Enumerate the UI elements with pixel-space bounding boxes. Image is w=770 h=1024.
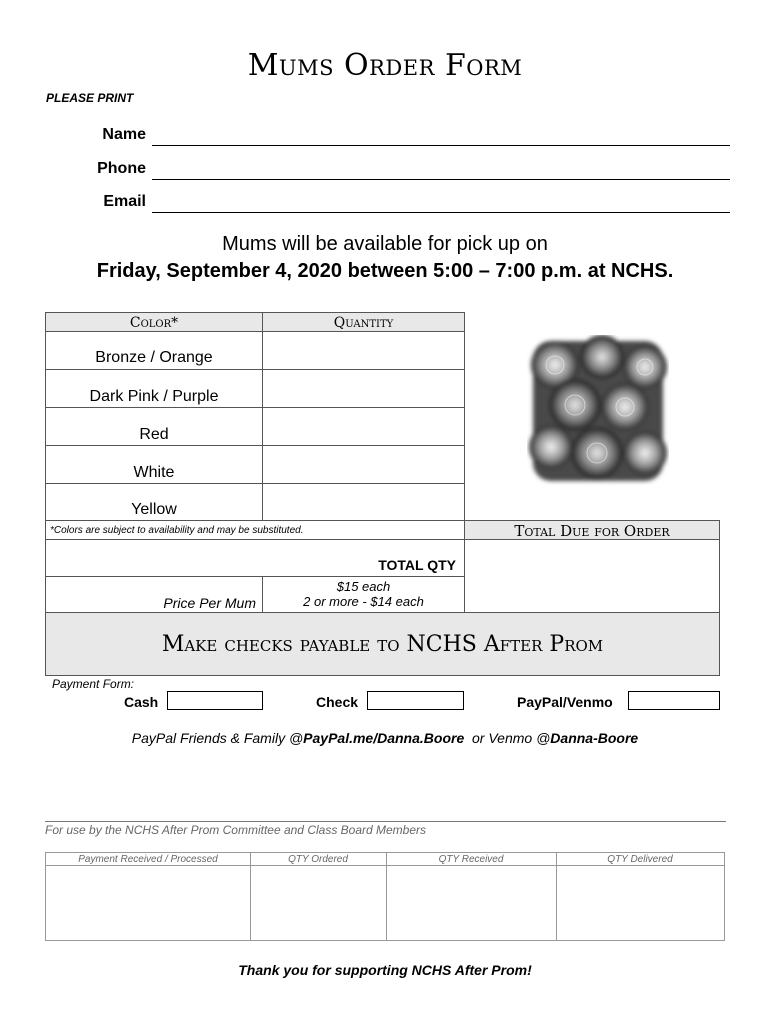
committee-divider bbox=[45, 821, 726, 822]
total-due-field[interactable] bbox=[464, 539, 720, 613]
color-row-white: White bbox=[45, 445, 263, 484]
cash-label: Cash bbox=[124, 694, 159, 710]
paypal-venmo-label: PayPal/Venmo bbox=[517, 694, 613, 710]
price-per-mum-label: Price Per Mum bbox=[163, 595, 256, 611]
committee-table bbox=[45, 852, 725, 941]
paypal-prefix: PayPal Friends & Family @ bbox=[131, 730, 304, 746]
quantity-cell-red[interactable] bbox=[262, 407, 465, 446]
paypal-venmo-checkbox[interactable] bbox=[628, 691, 720, 710]
phone-label: Phone bbox=[97, 160, 146, 177]
total-qty-row bbox=[45, 539, 465, 577]
price-bulk: 2 or more - $14 each bbox=[303, 594, 424, 609]
color-row-red: Red bbox=[45, 407, 263, 446]
paypal-venmo-info bbox=[0, 730, 770, 746]
pickup-line-2: Friday, September 4, 2020 between 5:00 – 7:00 p.m. at NCHS. bbox=[96, 260, 674, 282]
phone-field[interactable] bbox=[152, 178, 730, 180]
cash-checkbox[interactable] bbox=[167, 691, 263, 710]
total-qty-label: TOTAL QTY bbox=[378, 557, 456, 573]
color-row-dark-pink: Dark Pink / Purple bbox=[45, 369, 263, 408]
quantity-cell-yellow[interactable] bbox=[262, 483, 465, 521]
quantity-header: Quantity bbox=[262, 312, 465, 332]
email-field[interactable] bbox=[152, 211, 730, 213]
checks-payable-banner: Make checks payable to NCHS After Prom bbox=[45, 612, 720, 676]
form-title: Mums Order Form bbox=[247, 48, 523, 83]
committee-col-divider-3 bbox=[556, 853, 557, 940]
email-label: Email bbox=[103, 193, 146, 210]
price-single: $15 each bbox=[336, 579, 391, 594]
price-value-cell bbox=[262, 576, 465, 613]
committee-col-payment: Payment Received / Processed bbox=[78, 854, 218, 865]
check-label: Check bbox=[316, 694, 359, 710]
total-due-header: Total Due for Order bbox=[464, 520, 720, 540]
committee-col-divider-2 bbox=[386, 853, 387, 940]
price-label-cell bbox=[45, 576, 263, 613]
quantity-cell-white[interactable] bbox=[262, 445, 465, 484]
quantity-cell-bronze[interactable] bbox=[262, 331, 465, 370]
mum-flower-image bbox=[527, 335, 669, 487]
color-row-yellow: Yellow bbox=[45, 483, 263, 521]
check-checkbox[interactable] bbox=[367, 691, 464, 710]
paypal-handle: PayPal.me/Danna.Boore bbox=[303, 730, 465, 746]
please-print-note: PLEASE PRINT bbox=[46, 91, 134, 105]
pickup-line-1: Mums will be available for pick up on bbox=[222, 233, 548, 255]
name-field[interactable] bbox=[152, 144, 730, 146]
committee-col-qty-received: QTY Received bbox=[438, 854, 504, 865]
committee-col-divider-1 bbox=[250, 853, 251, 940]
color-row-bronze: Bronze / Orange bbox=[45, 331, 263, 370]
color-header: Color* bbox=[45, 312, 263, 332]
payment-form-label: Payment Form: bbox=[52, 677, 135, 691]
venmo-prefix: or Venmo @ bbox=[464, 730, 551, 746]
thank-you-note: Thank you for supporting NCHS After Prom! bbox=[238, 962, 532, 978]
quantity-cell-dark-pink[interactable] bbox=[262, 369, 465, 408]
committee-col-qty-ordered: QTY Ordered bbox=[288, 854, 348, 865]
venmo-handle: Danna-Boore bbox=[550, 730, 639, 746]
committee-col-qty-delivered: QTY Delivered bbox=[607, 854, 673, 865]
name-label: Name bbox=[102, 126, 146, 143]
committee-note: For use by the NCHS After Prom Committee and Class Board Members bbox=[45, 823, 427, 837]
color-availability-note: *Colors are subject to availability and may be substituted. bbox=[45, 520, 465, 540]
